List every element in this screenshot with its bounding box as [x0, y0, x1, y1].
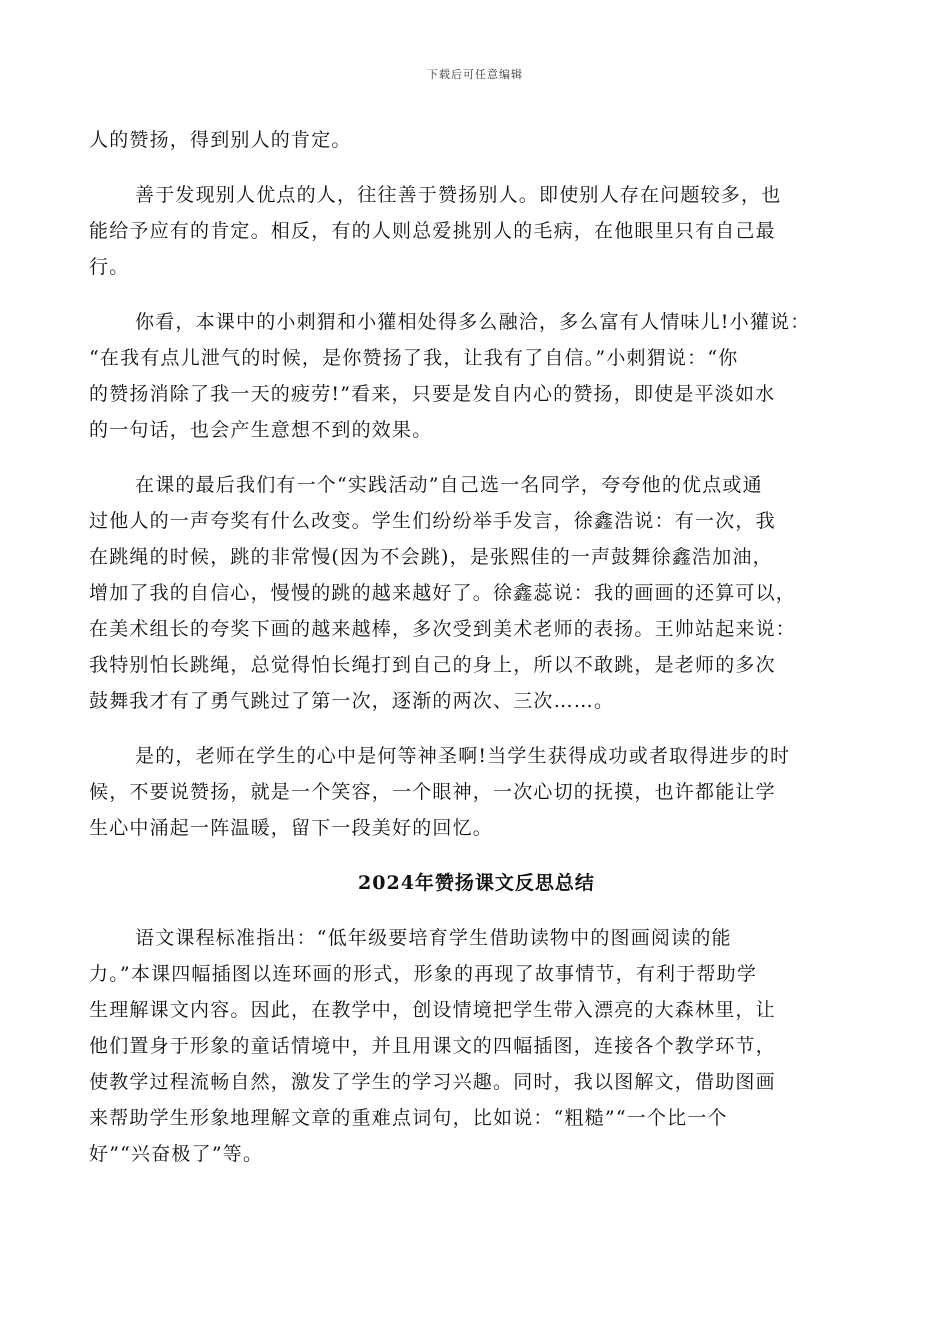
paragraphs-before [89, 122, 864, 846]
paragraph-line: 我特别怕长跳绳，总觉得怕长绳打到自己的身上，所以不敢跳，是老师的多次 [89, 654, 776, 676]
paragraph-line: 的一句话，也会产生意想不到的效果。 [89, 419, 433, 441]
paragraph [89, 304, 864, 448]
paragraph-line: 鼓舞我才有了勇气跳过了第一次，逐渐的两次、三次……。 [89, 690, 615, 712]
paragraph-line: 好”“兴奋极了”等。 [89, 1143, 264, 1165]
paragraph-line: 你看，本课中的小刺猬和小獾相处得多么融洽，多么富有人情味儿!小獾说： [135, 311, 811, 333]
paragraph-line: 在课的最后我们有一个“实践活动”自己选一名同学，夸夸他的优点或通 [135, 474, 763, 496]
paragraph-line: 善于发现别人优点的人，往往善于赞扬别人。即使别人存在问题较多，也 [135, 184, 782, 206]
paragraph [89, 920, 864, 1172]
paragraph-line: 人的赞扬，得到别人的肯定。 [89, 129, 352, 151]
paragraphs-after [89, 920, 864, 1172]
paragraph-line: 在跳绳的时候，跳的非常慢(因为不会跳)，是张熙佳的一声鼓舞徐鑫浩加油， [89, 546, 773, 568]
paragraph-line: 行。 [89, 256, 130, 278]
paragraph [89, 738, 864, 846]
paragraph-line: 在美术组长的夸奖下画的越来越棒，多次受到美术老师的表扬。王帅站起来说： [89, 618, 797, 640]
paragraph-line: 是的，老师在学生的心中是何等神圣啊!当学生获得成功或者取得进步的时 [135, 745, 791, 767]
paragraph-line: 能给予应有的肯定。相反，有的人则总爱挑别人的毛病，在他眼里只有自己最 [89, 220, 776, 242]
paragraph [89, 467, 864, 719]
paragraph-line: 生心中涌起一阵温暖，留下一段美好的回忆。 [89, 817, 494, 839]
paragraph-line: 力。”本课四幅插图以连环画的形式，形象的再现了故事情节，有利于帮助学 [89, 963, 758, 985]
paragraph-line: 的赞扬消除了我一天的疲劳!”看来，只要是发自内心的赞扬，即使是平淡如水 [89, 383, 776, 405]
paragraph-line: 生理解课文内容。因此，在教学中，创设情境把学生带入漂亮的大森林里，让 [89, 999, 776, 1021]
document-body [89, 122, 864, 1191]
paragraph-line: 候，不要说赞扬，就是一个笑容，一个眼神，一次心切的抚摸，也许都能让学 [89, 781, 776, 803]
section-title: 2024年赞扬课文反思总结 [358, 872, 595, 894]
paragraph [89, 177, 864, 285]
paragraph-line: 使教学过程流畅自然，激发了学生的学习兴趣。同时，我以图解文，借助图画 [89, 1071, 776, 1093]
paragraph-line: “在我有点儿泄气的时候，是你赞扬了我，让我有了自信。”小刺猬说：“你 [89, 347, 739, 369]
paragraph [89, 122, 864, 158]
paragraph-line: 过他人的一声夸奖有什么改变。学生们纷纷举手发言，徐鑫浩说：有一次，我 [89, 510, 776, 532]
paragraph-line: 来帮助学生形象地理解文章的重难点词句，比如说：“粗糙”“一个比一个 [89, 1107, 728, 1129]
paragraph-line: 他们置身于形象的童话情境中，并且用课文的四幅插图，连接各个教学环节， [89, 1035, 776, 1057]
paragraph-line: 语文课程标准指出：“低年级要培育学生借助读物中的图画阅读的能 [135, 927, 732, 949]
paragraph-line: 增加了我的自信心，慢慢的跳的越来越好了。徐鑫蕊说：我的画画的还算可以， [89, 582, 797, 604]
page-header: 下载后可任意编辑 [427, 68, 523, 81]
